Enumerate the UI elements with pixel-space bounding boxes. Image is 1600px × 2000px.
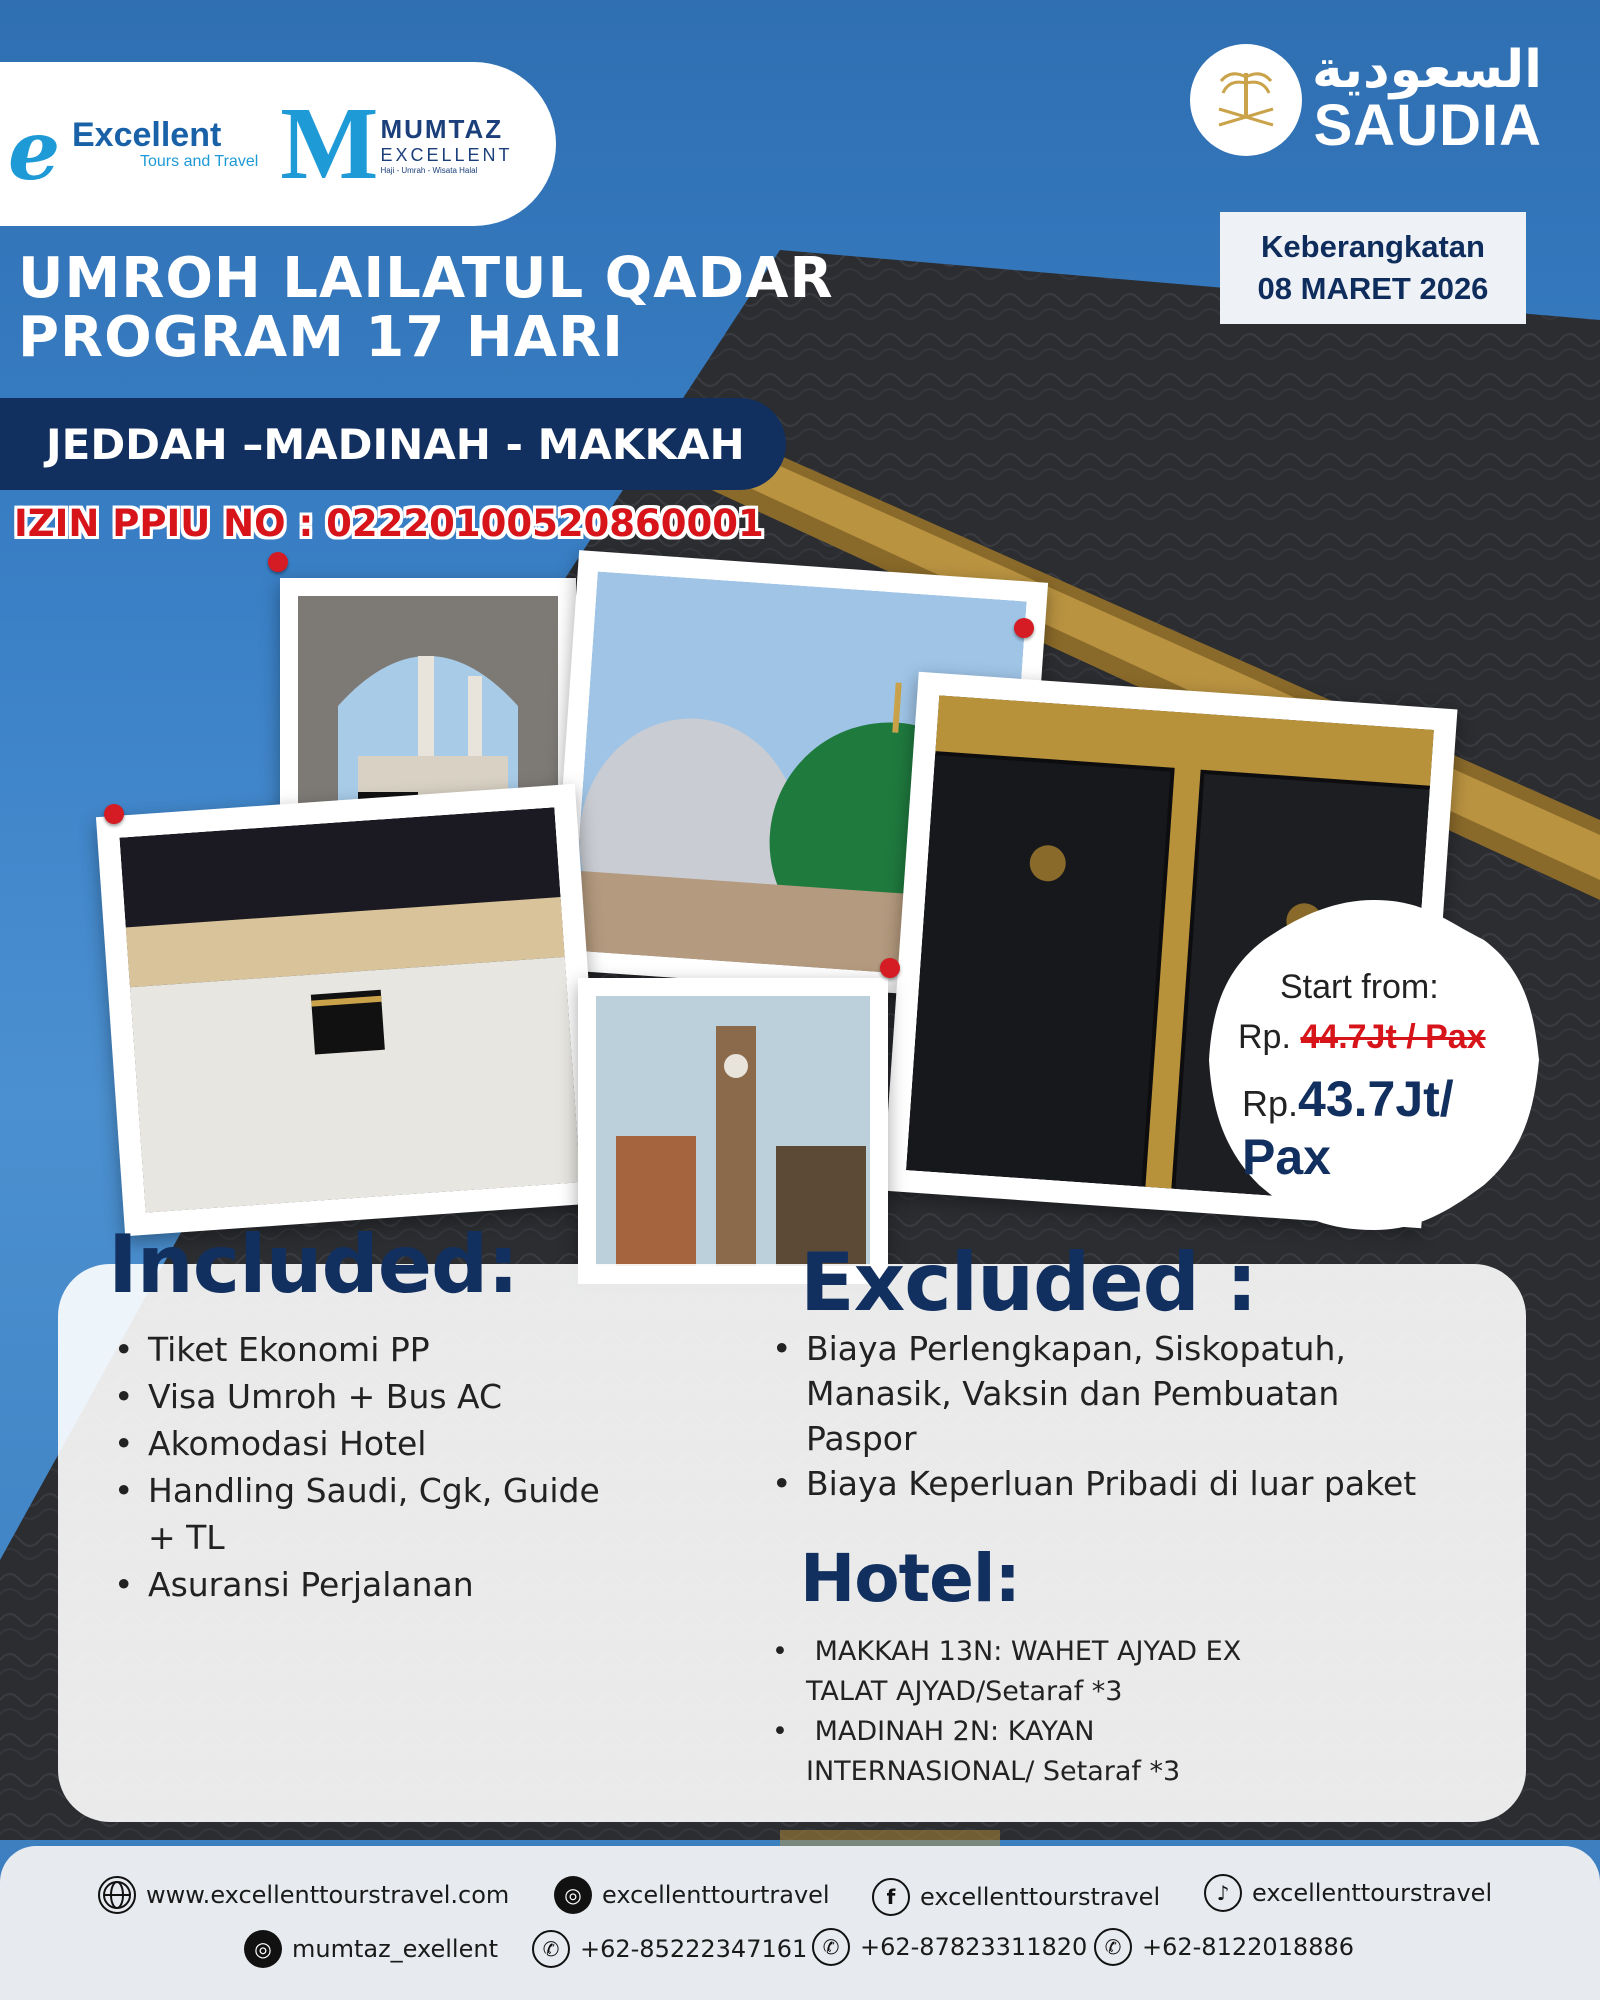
price-badge — [1194, 880, 1554, 1250]
pin-icon — [880, 958, 900, 978]
saudia-arabic-name: السعودية — [1312, 40, 1542, 100]
website-text: www.excellenttourstravel.com — [146, 1881, 510, 1909]
hotel-heading: Hotel: — [800, 1540, 1020, 1617]
title-line-1: UMROH LAILATUL QADAR — [18, 246, 834, 311]
phone-link[interactable] — [1094, 1928, 1354, 1966]
instagram-link[interactable] — [244, 1930, 498, 1968]
excluded-heading: Excluded : — [800, 1236, 1257, 1329]
pin-icon — [104, 804, 124, 824]
agency-logo-pill — [0, 62, 556, 226]
excellent-name: Excellent — [72, 116, 222, 154]
excluded-list — [770, 1326, 1470, 1506]
list-item: • Akomodasi Hotel — [112, 1420, 672, 1467]
tiktok-link[interactable] — [1204, 1874, 1492, 1912]
route-text: JEDDAH –MADINAH - MAKKAH — [46, 419, 745, 469]
mumtaz-tagline: Haji - Umrah - Wisata Halal — [380, 165, 478, 175]
mumtaz-name: MUMTAZ — [380, 113, 504, 144]
saudia-logo — [1190, 40, 1542, 158]
website-link[interactable] — [98, 1876, 509, 1914]
start-from-label: Start from: — [1280, 968, 1439, 1006]
mumtaz-sub: EXCELLENT — [380, 144, 513, 165]
mumtaz-logo — [280, 86, 513, 201]
instagram-link[interactable] — [554, 1876, 830, 1914]
phone-text: +62-85222347161 — [580, 1935, 808, 1963]
new-price-currency: Rp. — [1242, 1083, 1299, 1124]
contact-footer — [0, 1846, 1600, 2000]
tiktok-icon: ♪ — [1204, 1874, 1242, 1912]
list-item: • Asuransi Perjalanan — [112, 1561, 672, 1608]
phone-icon: ✆ — [532, 1930, 570, 1968]
phone-icon: ✆ — [812, 1928, 850, 1966]
list-item: • Biaya Keperluan Pribadi di luar paket — [770, 1461, 1470, 1506]
mumtaz-m-mark: M — [280, 86, 379, 201]
title-line-2: PROGRAM 17 HARI — [18, 304, 625, 370]
old-price-currency: Rp. — [1238, 1018, 1291, 1056]
phone-icon: ✆ — [1094, 1928, 1132, 1966]
instagram-icon: ◎ — [554, 1876, 592, 1914]
phone-text: +62-8122018886 — [1142, 1933, 1355, 1961]
instagram-icon: ◎ — [244, 1930, 282, 1968]
pin-icon — [1014, 618, 1034, 638]
list-item: • Biaya Perlengkapan, Siskopatuh, Manasik, Vaksin dan Pembuatan Paspor — [770, 1326, 1370, 1461]
route-bar — [0, 398, 786, 490]
list-item: • Tiket Ekonomi PP — [112, 1326, 672, 1373]
instagram-text: excellenttourtravel — [602, 1881, 830, 1909]
facebook-link[interactable] — [872, 1878, 1160, 1916]
saudia-name: SAUDIA — [1313, 93, 1542, 158]
tiktok-text: excellenttourstravel — [1252, 1879, 1493, 1907]
excellent-sub: Tours and Travel — [140, 153, 259, 170]
globe-icon — [98, 1876, 136, 1914]
facebook-text: excellenttourstravel — [920, 1883, 1161, 1911]
list-item: • MAKKAH 13N: WAHET AJYAD EX TALAT AJYAD/Setaraf *3 — [770, 1632, 1310, 1712]
palm-emblem-icon — [1190, 44, 1302, 156]
phone-link[interactable] — [812, 1928, 1087, 1966]
pin-icon — [268, 552, 288, 572]
list-item: • Handling Saudi, Cgk, Guide + TL — [112, 1467, 612, 1561]
departure-label: Keberangkatan — [1261, 229, 1485, 265]
package-title — [18, 246, 834, 370]
excellent-logo — [8, 103, 259, 199]
departure-box — [1220, 212, 1526, 324]
phone-text: +62-87823311820 — [860, 1933, 1088, 1961]
list-item: • MADINAH 2N: KAYAN INTERNASIONAL/ Setaraf *3 — [770, 1712, 1210, 1792]
phone-link[interactable] — [532, 1930, 807, 1968]
photo-masjidil-haram — [96, 784, 604, 1236]
new-price — [1242, 1070, 1554, 1186]
hotel-list — [770, 1632, 1430, 1792]
list-item: • Visa Umroh + Bus AC — [112, 1373, 672, 1420]
included-list — [112, 1326, 672, 1608]
old-price-value: 44.7Jt / Pax — [1300, 1018, 1486, 1056]
departure-date: 08 MARET 2026 — [1257, 271, 1489, 306]
old-price — [1238, 1018, 1486, 1057]
new-price-value: 43.7Jt/ Pax — [1242, 1071, 1454, 1185]
instagram-text: mumtaz_exellent — [292, 1935, 498, 1963]
facebook-icon: f — [872, 1878, 910, 1916]
excellent-e-mark: e — [8, 103, 61, 199]
license-number: IZIN PPIU NO : 02220100520860001 — [14, 502, 764, 545]
included-heading: Included: — [108, 1218, 519, 1311]
